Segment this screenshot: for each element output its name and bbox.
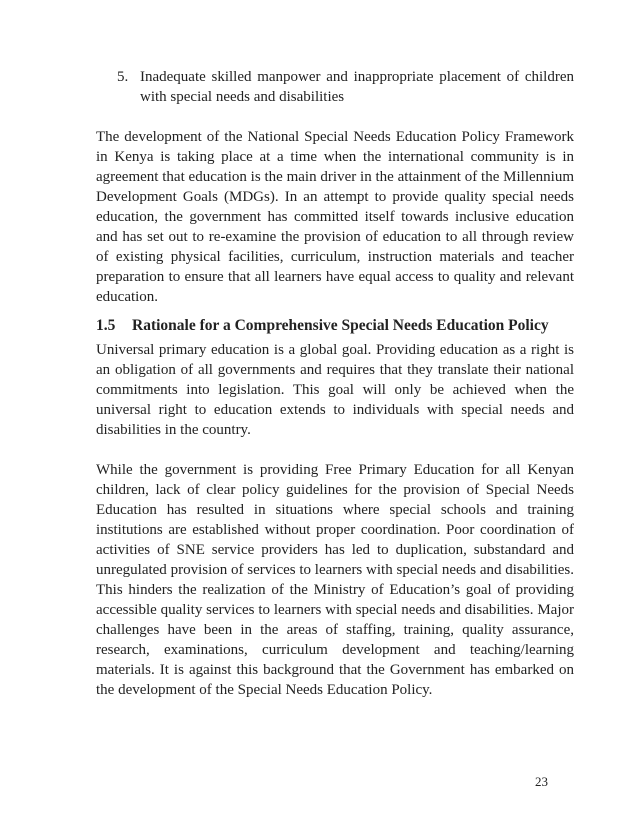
paragraph-development-framework: The development of the National Special Needs Education Policy Framework in Kenya is taking place at a time when the international community is in agreement that education is the main driver in the attainment of the Millennium Development Goals (MDGs). In an attempt to provide quality special needs education, the government has committed itself towards inclusive education and has set out to re-examine the provision of education to all through review of existing physical facilities, curriculum, instruction materials and teacher preparation to ensure that all learners have equal access to quality and relevant education. bbox=[96, 129, 574, 305]
list-item bbox=[96, 66, 574, 107]
section-number: 1.5 bbox=[96, 317, 116, 334]
list-item-text: Inadequate skilled manpower and inappropriate placement of children with special needs and disabilities bbox=[140, 69, 574, 105]
document-page bbox=[96, 66, 574, 700]
page-number: 23 bbox=[535, 774, 548, 789]
paragraph-free-primary-education: While the government is providing Free Primary Education for all Kenyan children, lack of clear policy guidelines for the provision of Special Needs Education has resulted in situations where special schools and training institutions are established without proper coordination. Poor coordination of activities of SNE service providers has led to duplication, substandard and unregulated provision of services to learners with special needs and disabilities. This hinders the realization of the Ministry of Education’s goal of providing accessible quality services to learners with special needs and disabilities. Major challenges have been in the areas of staffing, training, quality assurance, research, examinations, curriculum development and teaching/learning materials. It is against this background that the Government has embarked on the development of the Special Needs Education Policy. bbox=[96, 462, 574, 698]
list-item-number: 5. bbox=[117, 69, 129, 85]
section-heading bbox=[96, 316, 574, 336]
paragraph-universal-education: Universal primary education is a global goal. Providing education as a right is an obligation of all governments and requires that they translate their national commitments into legislation. This goal will only be achieved when the universal right to education extends to individuals with special needs and disabilities in the country. bbox=[96, 342, 574, 438]
section-title: Rationale for a Comprehensive Special Needs Education Policy bbox=[132, 317, 549, 334]
